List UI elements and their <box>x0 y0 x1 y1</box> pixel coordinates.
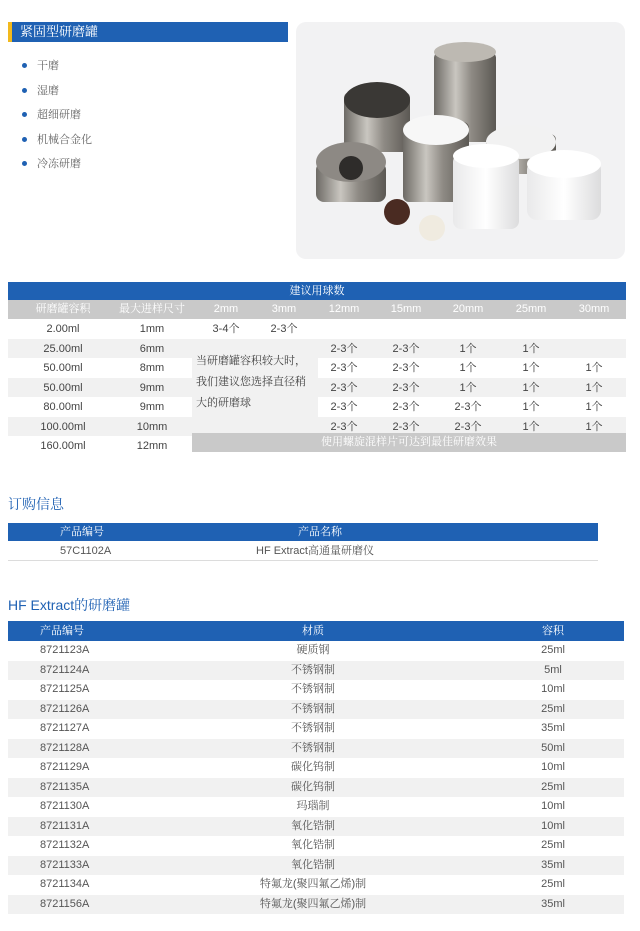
volume: 10ml <box>541 683 565 695</box>
ball-table-cell: 2-3个 <box>330 362 358 374</box>
ball-table-cell: 6mm <box>139 342 165 355</box>
table-row <box>8 641 624 661</box>
product-code: 8721133A <box>40 858 90 871</box>
ball-table-cell: 10mm <box>136 420 168 433</box>
jars-section-title: HF Extract的研磨罐 <box>8 597 131 613</box>
col-header: 30mm <box>578 303 610 315</box>
product-photo <box>296 22 625 259</box>
material: 特氟龙(聚四氟乙烯)制 <box>259 878 367 890</box>
feature-item: 湿磨 <box>22 82 59 98</box>
table-row <box>8 797 624 817</box>
volume: 10ml <box>541 800 565 812</box>
col-header: 20mm <box>452 303 484 315</box>
material: 碳化钨制 <box>291 780 335 793</box>
ball-table-cell: 1个 <box>522 342 540 355</box>
feature-item: 干磨 <box>22 57 59 73</box>
ball-table-cell <box>318 320 370 339</box>
ball-table-cell <box>193 418 259 437</box>
volume: 35ml <box>541 722 565 734</box>
material: 不锈钢制 <box>291 722 335 734</box>
col-header: 材质 <box>302 625 324 637</box>
ball-table-cell: 2-3个 <box>330 401 358 413</box>
col-header: 产品编号 <box>40 625 84 637</box>
product-code: 8721132A <box>40 839 90 851</box>
ball-table-cell <box>568 340 620 359</box>
ball-table-cell: 9mm <box>139 381 165 394</box>
ball-table-note: 当研磨罐容积较大时， 我们建议您选择直径稍 大的研磨球 <box>192 339 318 433</box>
order-section-title: 订购信息 <box>8 496 64 512</box>
ball-table-cell <box>193 379 259 398</box>
product-code: 8721129A <box>40 761 90 773</box>
product-code: 8721128A <box>40 741 90 754</box>
ball-table-cell: 1个 <box>522 362 540 374</box>
ball-table-cell <box>568 437 620 456</box>
ball-table-cell <box>193 437 259 456</box>
volume: 25ml <box>541 702 565 715</box>
ball-table-cell <box>380 320 432 339</box>
ball-table-cell: 1mm <box>139 323 165 335</box>
table-row <box>8 758 624 778</box>
ball-table-cell: 1个 <box>522 381 540 394</box>
ball-table-cell: 1个 <box>459 342 477 355</box>
feature-item: 超细研磨 <box>22 106 81 122</box>
ball-table-title: 建议用球数 <box>8 282 626 300</box>
material: 不锈钢制 <box>291 702 335 715</box>
ball-table-cell <box>505 437 557 456</box>
material: 特氟龙(聚四氟乙烯)制 <box>259 897 367 910</box>
ball-table-cell: 3-4个 <box>212 323 240 335</box>
ball-table-cell: 2-3个 <box>270 323 298 335</box>
col-header: 3mm <box>271 303 297 315</box>
material: 碳化钨制 <box>291 761 335 773</box>
ball-table-cell <box>259 437 309 456</box>
product-code: 8721123A <box>40 644 90 656</box>
bullet-icon <box>22 161 27 166</box>
table-row <box>8 680 624 700</box>
material: 不锈钢制 <box>291 683 335 695</box>
product-code: 8721131A <box>40 819 90 832</box>
product-code: 57C1102A <box>60 545 112 557</box>
feature-item: 机械合金化 <box>22 131 92 147</box>
material: 硬质钢 <box>296 644 330 656</box>
ball-table-cell <box>568 320 620 339</box>
ball-table-cell: 2-3个 <box>392 342 420 355</box>
ball-table-cell: 9mm <box>139 401 165 413</box>
col-header: 12mm <box>328 303 360 315</box>
bullet-icon <box>22 88 27 93</box>
table-row <box>8 700 624 720</box>
volume: 25ml <box>541 878 565 890</box>
table-row <box>8 778 624 798</box>
ball-table-cell: 1个 <box>459 381 477 394</box>
table-row <box>8 856 624 876</box>
product-code: 8721134A <box>40 878 90 890</box>
product-code: 8721124A <box>40 663 90 676</box>
ball-table-cell: 2-3个 <box>454 420 482 433</box>
volume: 50ml <box>541 741 565 754</box>
ball-table-cell <box>318 437 370 456</box>
table-row <box>8 875 624 895</box>
product-code: 8721125A <box>40 683 90 695</box>
product-code: 8721156A <box>40 897 90 910</box>
product-name: HF Extract高通量研磨仪 <box>256 545 374 557</box>
bullet-icon <box>22 63 27 68</box>
ball-table-cell: 1个 <box>522 401 540 413</box>
section-header-bar <box>8 22 288 42</box>
volume: 35ml <box>541 897 565 910</box>
col-header: 研磨罐容积 <box>8 300 118 319</box>
ball-table-cell: 12mm <box>136 440 168 452</box>
ball-table-cell: 2.00ml <box>46 323 80 335</box>
volume: 25ml <box>541 780 565 793</box>
table-row <box>8 541 598 561</box>
ball-table-cell: 2-3个 <box>454 401 482 413</box>
product-code: 8721126A <box>40 702 90 715</box>
col-header: 产品名称 <box>298 526 342 538</box>
ball-table-cell <box>505 320 557 339</box>
jars-table-header <box>8 621 624 641</box>
ball-table-cell: 50.00ml <box>43 362 83 374</box>
volume: 10ml <box>541 761 565 773</box>
ball-table-cell <box>259 340 309 359</box>
volume: 35ml <box>541 858 565 871</box>
volume: 5ml <box>544 663 562 676</box>
ball-table-cell: 2-3个 <box>330 342 358 355</box>
ball-table-cell: 1个 <box>585 362 603 374</box>
col-header: 25mm <box>515 303 547 315</box>
ball-table-cell: 2-3个 <box>330 420 358 433</box>
ball-table-cell: 2-3个 <box>392 381 420 394</box>
ball-table-cell: 50.00ml <box>43 381 83 394</box>
ball-table-cell: 8mm <box>139 362 165 374</box>
volume: 10ml <box>541 819 565 832</box>
table-row <box>8 661 624 681</box>
ball-table-cell <box>380 437 432 456</box>
ball-table-cell <box>193 359 259 378</box>
table-row <box>8 739 624 759</box>
material: 玛瑙制 <box>296 800 330 812</box>
ball-table-cell: 160.00ml <box>40 440 86 452</box>
col-header: 15mm <box>390 303 422 315</box>
order-table-header <box>8 523 598 541</box>
col-header: 2mm <box>213 303 239 315</box>
table-row <box>8 895 624 915</box>
product-code: 8721127A <box>40 722 90 734</box>
material: 氧化锆制 <box>291 839 335 851</box>
col-header: 容积 <box>542 625 564 637</box>
feature-item: 冷冻研磨 <box>22 155 81 171</box>
ball-table-footer-note: 使用螺旋混样片可达到最佳研磨效果 <box>192 433 626 452</box>
product-code: 8721130A <box>40 800 90 812</box>
ball-table-cell <box>259 379 309 398</box>
ball-table-cell: 1个 <box>522 420 540 433</box>
material: 氧化锆制 <box>291 858 335 871</box>
section-title: 紧固型研磨罐 <box>20 24 99 39</box>
bullet-icon <box>22 112 27 117</box>
ball-table-cell: 1个 <box>585 420 603 433</box>
ball-table-cell: 2-3个 <box>392 362 420 374</box>
ball-table-cell <box>442 437 494 456</box>
volume: 25ml <box>541 839 565 851</box>
ball-table-cell <box>193 398 259 417</box>
ball-table-cell <box>259 398 309 417</box>
ball-table-cell: 1个 <box>585 401 603 413</box>
material: 不锈钢制 <box>291 741 335 754</box>
grinding-jars-illustration <box>296 22 625 259</box>
col-header: 产品编号 <box>60 526 104 538</box>
ball-table-cell: 25.00ml <box>43 342 83 355</box>
material: 氧化锆制 <box>291 819 335 832</box>
ball-table-cell: 2-3个 <box>392 420 420 433</box>
ball-table-cell: 2-3个 <box>330 381 358 394</box>
col-header: 最大进样尺寸 <box>119 303 185 315</box>
ball-table-cell <box>442 320 494 339</box>
material: 不锈钢制 <box>291 663 335 676</box>
product-code: 8721135A <box>40 780 90 793</box>
ball-table-cell <box>193 340 259 359</box>
bullet-icon <box>22 137 27 142</box>
ball-table-cell: 2-3个 <box>392 401 420 413</box>
ball-table-cell: 80.00ml <box>43 401 83 413</box>
volume: 25ml <box>541 644 565 656</box>
ball-table-cell: 1个 <box>585 381 603 394</box>
ball-table-cell <box>259 359 309 378</box>
table-row <box>8 817 624 837</box>
ball-table-cell: 1个 <box>459 362 477 374</box>
table-row <box>8 719 624 739</box>
ball-table-cell: 100.00ml <box>40 420 86 433</box>
table-row <box>8 836 624 856</box>
ball-table-cell <box>259 418 309 437</box>
